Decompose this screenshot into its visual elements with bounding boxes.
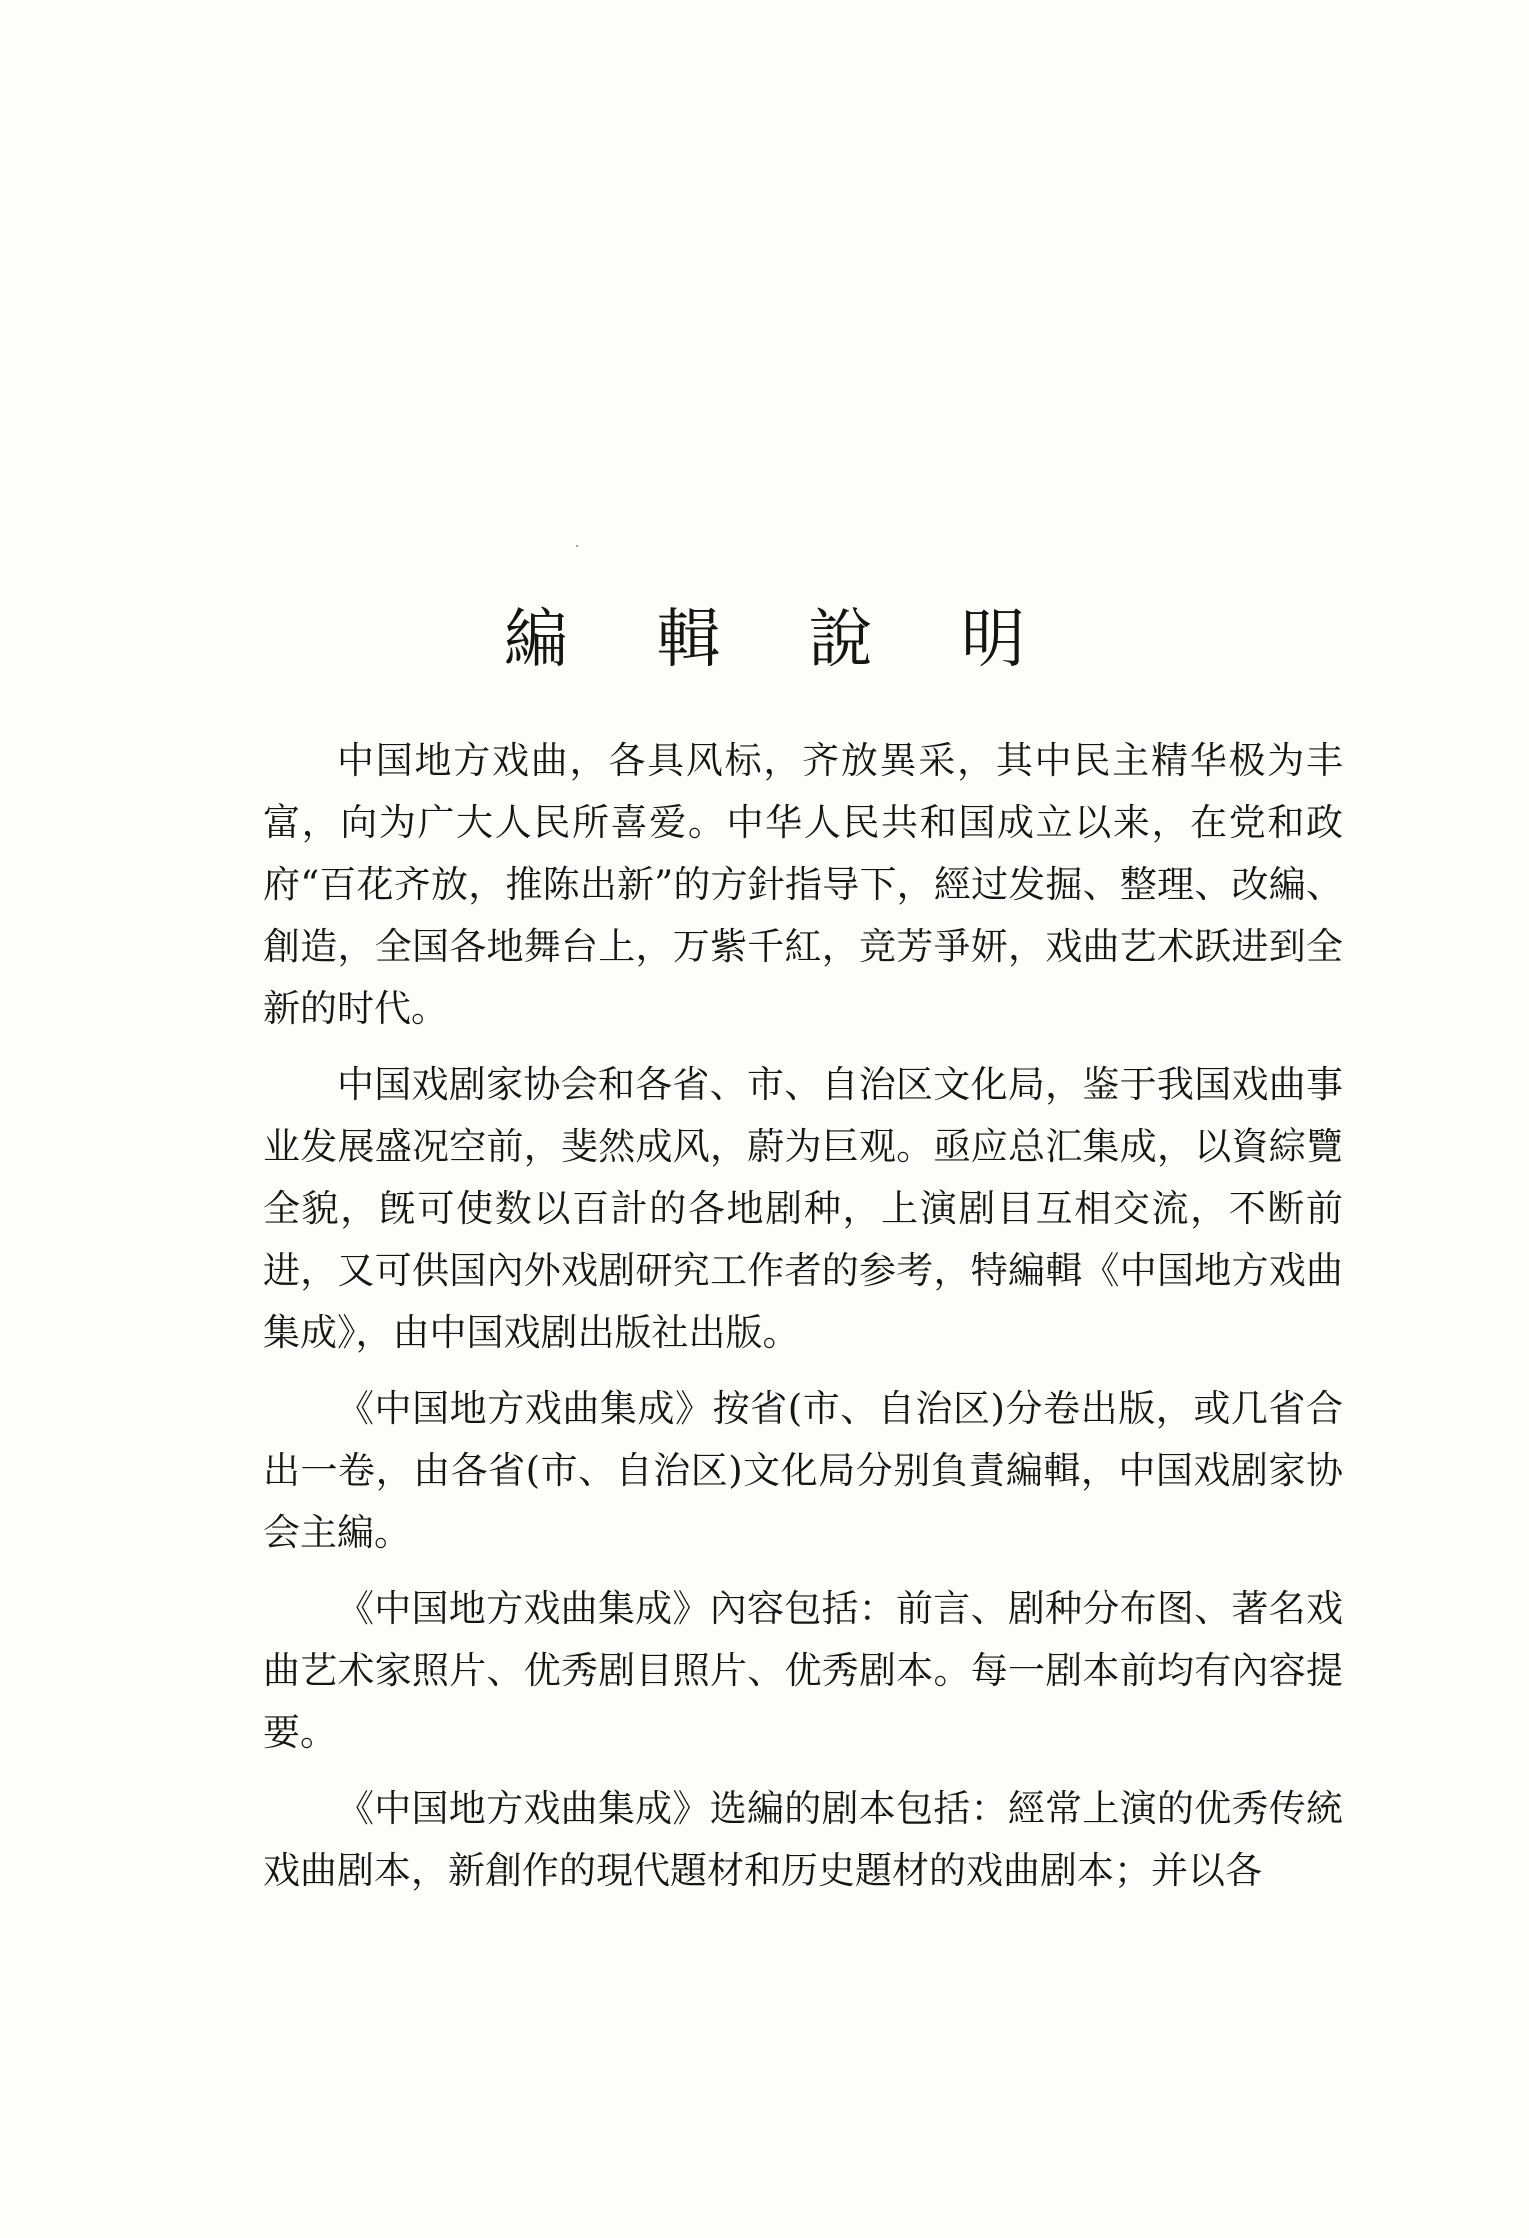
paragraph-4: 《中国地方戏曲集成》內容包括：前言、剧种分布图、著名戏曲艺术家照片、优秀剧目照片、优秀剧本。每一剧本前均有內容提要。 — [263, 1587, 1343, 1754]
paragraph-2: 中国戏剧家协会和各省、市、自治区文化局，鉴于我国戏曲事业发展盛况空前，斐然成风，蔚为巨观。亟应总汇集成，以資綜覽全貌，旣可使数以百計的各地剧种，上演剧目互相交流，不断前进，又可供国內外戏剧研究工作者的参考，特編輯《中国地方戏曲集成》，由中国戏剧出版社出版。 — [263, 1063, 1343, 1354]
paragraph-1: 中国地方戏曲，各具风标，齐放異采，其中民主精华极为丰富，向为广大人民所喜爱。中华人民共和国成立以来，在党和政府“百花齐放，推陈出新”的方針指导下，經过发掘、整理、改編、創造，全国各地舞台上，万紫千紅，竞芳爭妍，戏曲艺术跃进到全新的时代。 — [263, 739, 1343, 1030]
paragraph-5: 《中国地方戏曲集成》选編的剧本包括：經常上演的优秀传統戏曲剧本，新創作的現代題材和历史題材的戏曲剧本；并以各 — [263, 1787, 1343, 1892]
scan-speck — [576, 545, 578, 547]
paragraph-3: 《中国地方戏曲集成》按省(市、自治区)分卷出版，或几省合出一卷，由各省(市、自治区)文化局分别負責編輯，中国戏剧家协会主編。 — [263, 1387, 1343, 1554]
body-text — [263, 730, 1343, 1916]
page-title: 編 輯 說 明 — [503, 603, 1060, 677]
